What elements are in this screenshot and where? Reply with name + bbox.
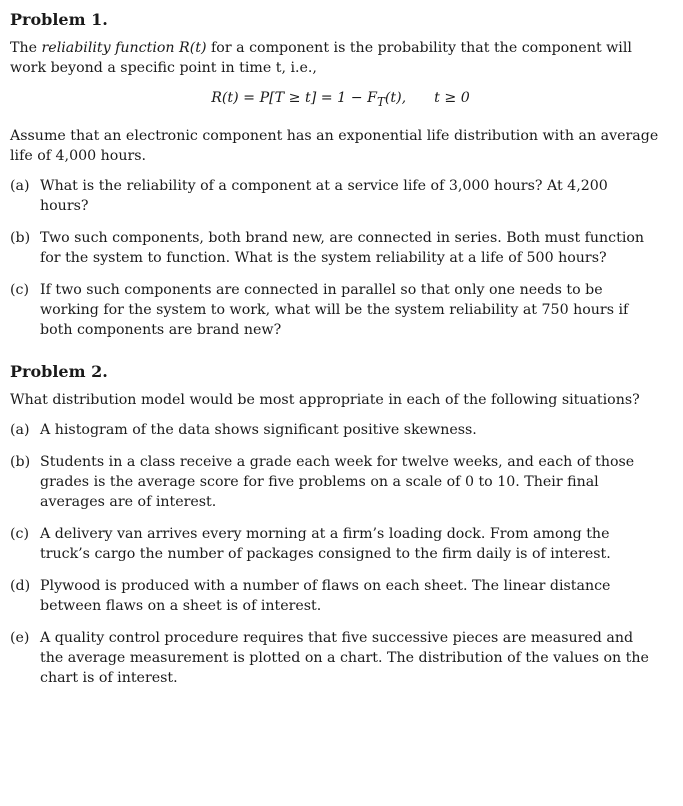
intro-prefix: The xyxy=(10,40,42,56)
problem-1-part-a xyxy=(10,176,671,216)
part-text: Two such components, both brand new, are connected in series. Both must function for the system to function. What is the system reliability at a life of 500 hours? xyxy=(40,229,645,266)
problem-2-part-d xyxy=(10,576,671,616)
problem-2-part-e xyxy=(10,628,671,688)
intro-term: reliability function xyxy=(41,40,175,56)
problem-1-assumption: Assume that an electronic component has an exponential life distribution with an average life of 4,000 hours. xyxy=(10,127,659,164)
part-label: (c) xyxy=(10,525,30,542)
problem-1-part-c xyxy=(10,280,671,340)
part-label: (b) xyxy=(10,229,31,246)
intro-suffix: for a component is the probability that the component will work beyond a specific point in time t, i.e., xyxy=(10,40,632,76)
part-text: Plywood is produced with a number of flaws on each sheet. The linear distance between flaws on a sheet is of interest. xyxy=(40,577,611,614)
reliability-formula xyxy=(10,88,671,112)
problem-2-part-a xyxy=(10,420,671,440)
part-label: (c) xyxy=(10,281,30,298)
formula-tail: (t), xyxy=(384,90,407,106)
part-label: (e) xyxy=(10,629,30,646)
formula-condition: t ≥ 0 xyxy=(434,90,470,106)
part-text: A delivery van arrives every morning at a firm’s loading dock. From among the truck’s cargo the number of packages consigned to the firm daily is of interest. xyxy=(40,525,611,562)
part-text: What is the reliability of a component at a service life of 3,000 hours? At 4,200 hours? xyxy=(40,177,608,214)
problem-1-intro xyxy=(10,38,671,78)
part-label: (a) xyxy=(10,421,30,438)
part-label: (b) xyxy=(10,453,31,470)
problem-2-part-c xyxy=(10,524,671,564)
problem-2-title: Problem 2. xyxy=(10,361,108,381)
problem-1-part-b xyxy=(10,228,671,268)
formula-main: R(t) = P[T ≥ t] = 1 − F xyxy=(211,90,377,106)
part-label: (d) xyxy=(10,577,31,594)
problem-2-part-b xyxy=(10,452,671,512)
part-text: A histogram of the data shows significant positive skewness. xyxy=(40,421,477,438)
formula-subscript: T xyxy=(376,94,385,109)
part-text: A quality control procedure requires that five successive pieces are measured and the average measurement is plotted on a chart. The distribution of the values on the chart is of interest. xyxy=(40,629,649,686)
problem-1-title: Problem 1. xyxy=(10,10,108,29)
intro-func: R(t) xyxy=(174,40,212,56)
part-text: Students in a class receive a grade each week for twelve weeks, and each of those grades is the average score for five problems on a scale of 0 to 10. Their final averages are of interest. xyxy=(40,453,635,510)
part-text: If two such components are connected in parallel so that only one needs to be working for the system to work, what will be the system reliability at 750 hours if both components are brand new? xyxy=(40,281,629,338)
problem-2-intro: What distribution model would be most appropriate in each of the following situations? xyxy=(10,391,640,408)
part-label: (a) xyxy=(10,177,30,194)
